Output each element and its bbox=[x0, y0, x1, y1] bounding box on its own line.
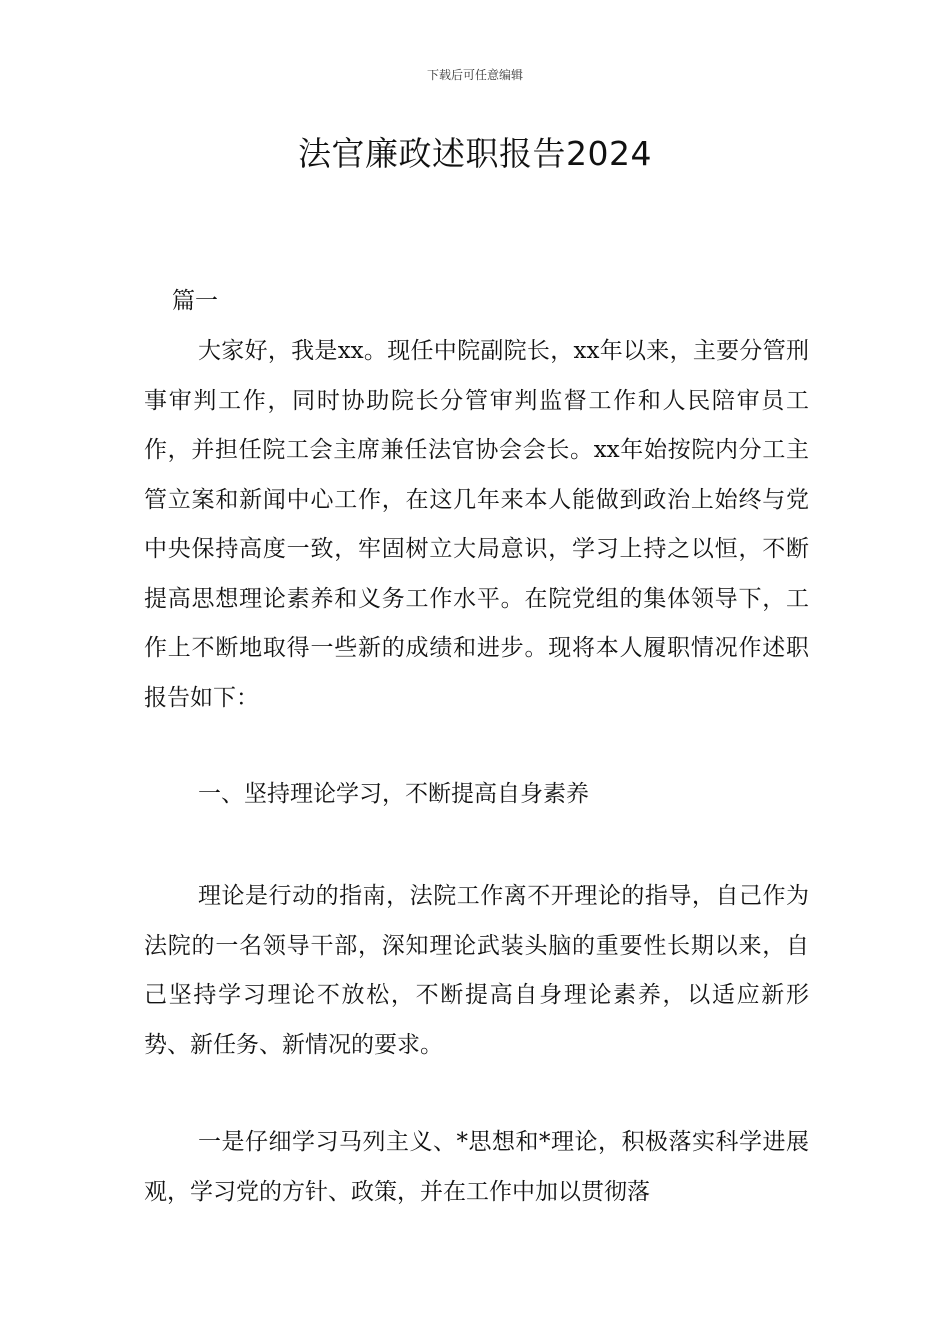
document-title: 法官廉政述职报告2024 bbox=[298, 134, 652, 173]
paragraph-theory: 理论是行动的指南，法院工作离不开理论的指导，自己作为法院的一名领导干部，深知理论武装头脑的重要性长期以来，自己坚持学习理论不放松，不断提高自身理论素养，以适应新形势、新任务、新情况的要求。 bbox=[144, 883, 809, 1058]
paragraph-intro: 大家好，我是xx。现任中院副院长，xx年以来，主要分管刑事审判工作，同时协助院长分管审判监督工作和人民陪审员工作，并担任院工会主席兼任法官协会会长。xx年始按院内分工主管立案和新闻中心工作，在这几年来本人能做到政治上始终与党中央保持高度一致，牢固树立大局意识，学习上持之以恒，不断提高思想理论素养和义务工作水平。在院党组的集体领导下，工作上不断地取得一些新的成绩和进步。现将本人履职情况作述职报告如下： bbox=[144, 338, 809, 711]
section-heading-1: 一、坚持理论学习，不断提高自身素养 bbox=[198, 781, 589, 807]
header-note: 下载后可任意编辑 bbox=[426, 68, 523, 82]
section-label: 篇一 bbox=[172, 288, 218, 314]
paragraph-study: 一是仔细学习马列主义、*思想和*理论，积极落实科学进展观，学习党的方针、政策，并在工作中加以贯彻落 bbox=[144, 1129, 809, 1205]
